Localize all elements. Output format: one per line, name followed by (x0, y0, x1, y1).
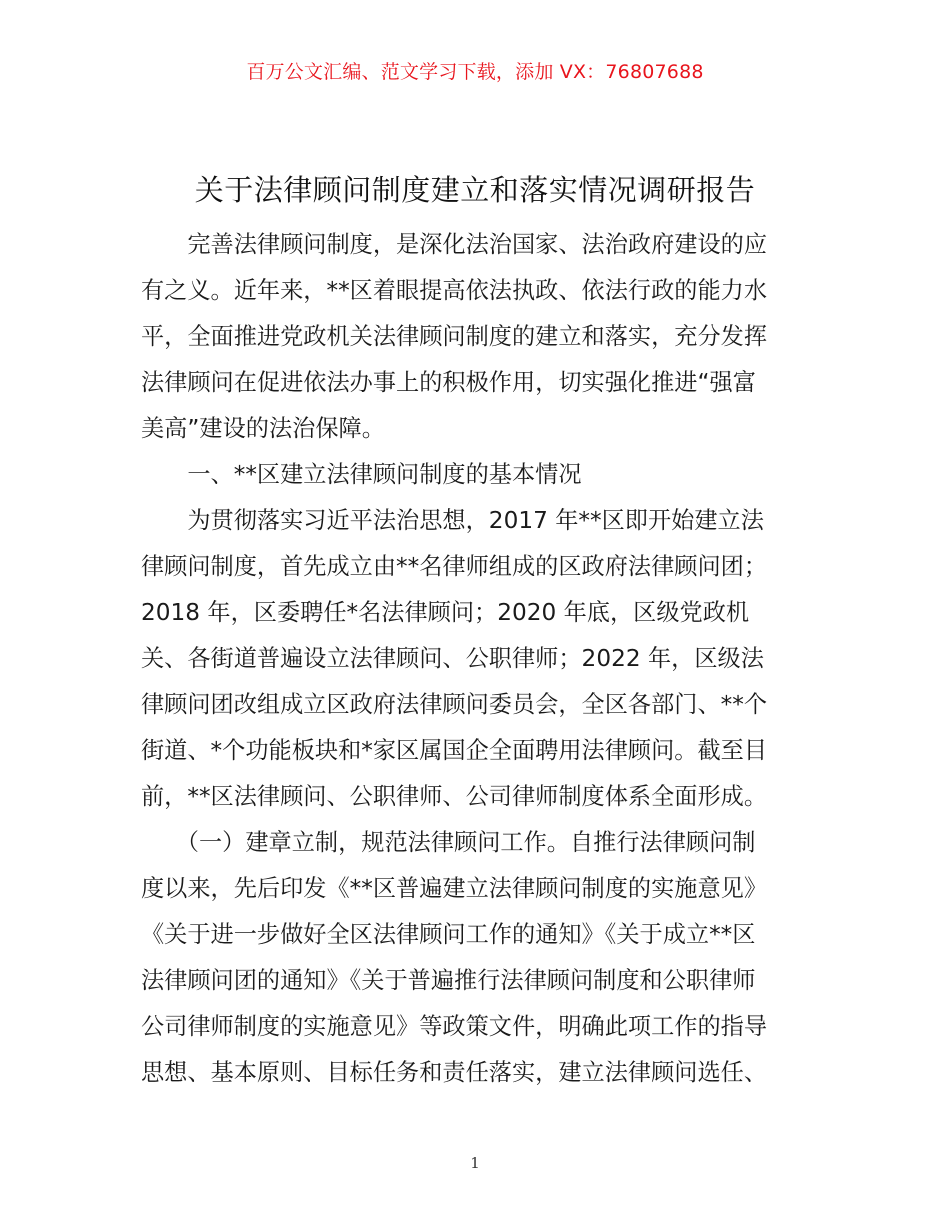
paragraph-line: 律顾问团改组成立区政府法律顾问委员会，全区各部门、**个 (141, 691, 768, 718)
paragraph-line: 思想、基本原则、目标任务和责任落实，建立法律顾问选任、 (141, 1059, 768, 1086)
document-body (141, 222, 813, 1096)
section-heading: 一、**区建立法律顾问制度的基本情况 (141, 461, 582, 488)
paragraph-line: 街道、*个功能板块和*家区属国企全面聘用法律顾问。截至目 (141, 737, 768, 764)
paragraph-line: 度以来，先后印发《**区普遍建立法律顾问制度的实施意见》 (141, 875, 768, 902)
paragraph-line: 公司律师制度的实施意见》等政策文件，明确此项工作的指导 (141, 1013, 768, 1040)
subsection-line: （一）建章立制，规范法律顾问工作。自推行法律顾问制 (141, 829, 756, 856)
paragraph-line: 法律顾问团的通知》《关于普遍推行法律顾问制度和公职律师 (141, 967, 756, 994)
document-title: 关于法律顾问制度建立和落实情况调研报告 (194, 173, 756, 207)
paragraph-line: 关、各街道普遍设立法律顾问、公职律师；2022 年，区级法 (141, 645, 764, 672)
paragraph-line: 平，全面推进党政机关法律顾问制度的建立和落实，充分发挥 (141, 323, 768, 350)
paragraph-line: 《关于进一步做好全区法律顾问工作的通知》《关于成立**区 (141, 921, 756, 948)
paragraph-line: 律顾问制度，首先成立由**名律师组成的区政府法律顾问团； (141, 553, 768, 580)
paragraph-line: 美高”建设的法治保障。 (141, 415, 385, 442)
paragraph-line: 为贯彻落实习近平法治思想，2017 年**区即开始建立法 (141, 507, 764, 534)
paragraph-line: 有之义。近年来，**区着眼提高依法执政、依法行政的能力水 (141, 277, 768, 304)
watermark-header: 百万公文汇编、范文学习下载，添加 VX：76807688 (246, 61, 704, 83)
paragraph-line: 2018 年，区委聘任*名法律顾问；2020 年底，区级党政机 (141, 599, 750, 626)
paragraph-line: 法律顾问在促进依法办事上的积极作用，切实强化推进“强富 (141, 369, 756, 396)
paragraph-line: 完善法律顾问制度，是深化法治国家、法治政府建设的应 (141, 231, 768, 258)
paragraph-line: 前，**区法律顾问、公职律师、公司律师制度体系全面形成。 (141, 783, 768, 810)
page-number: 1 (470, 1154, 480, 1172)
